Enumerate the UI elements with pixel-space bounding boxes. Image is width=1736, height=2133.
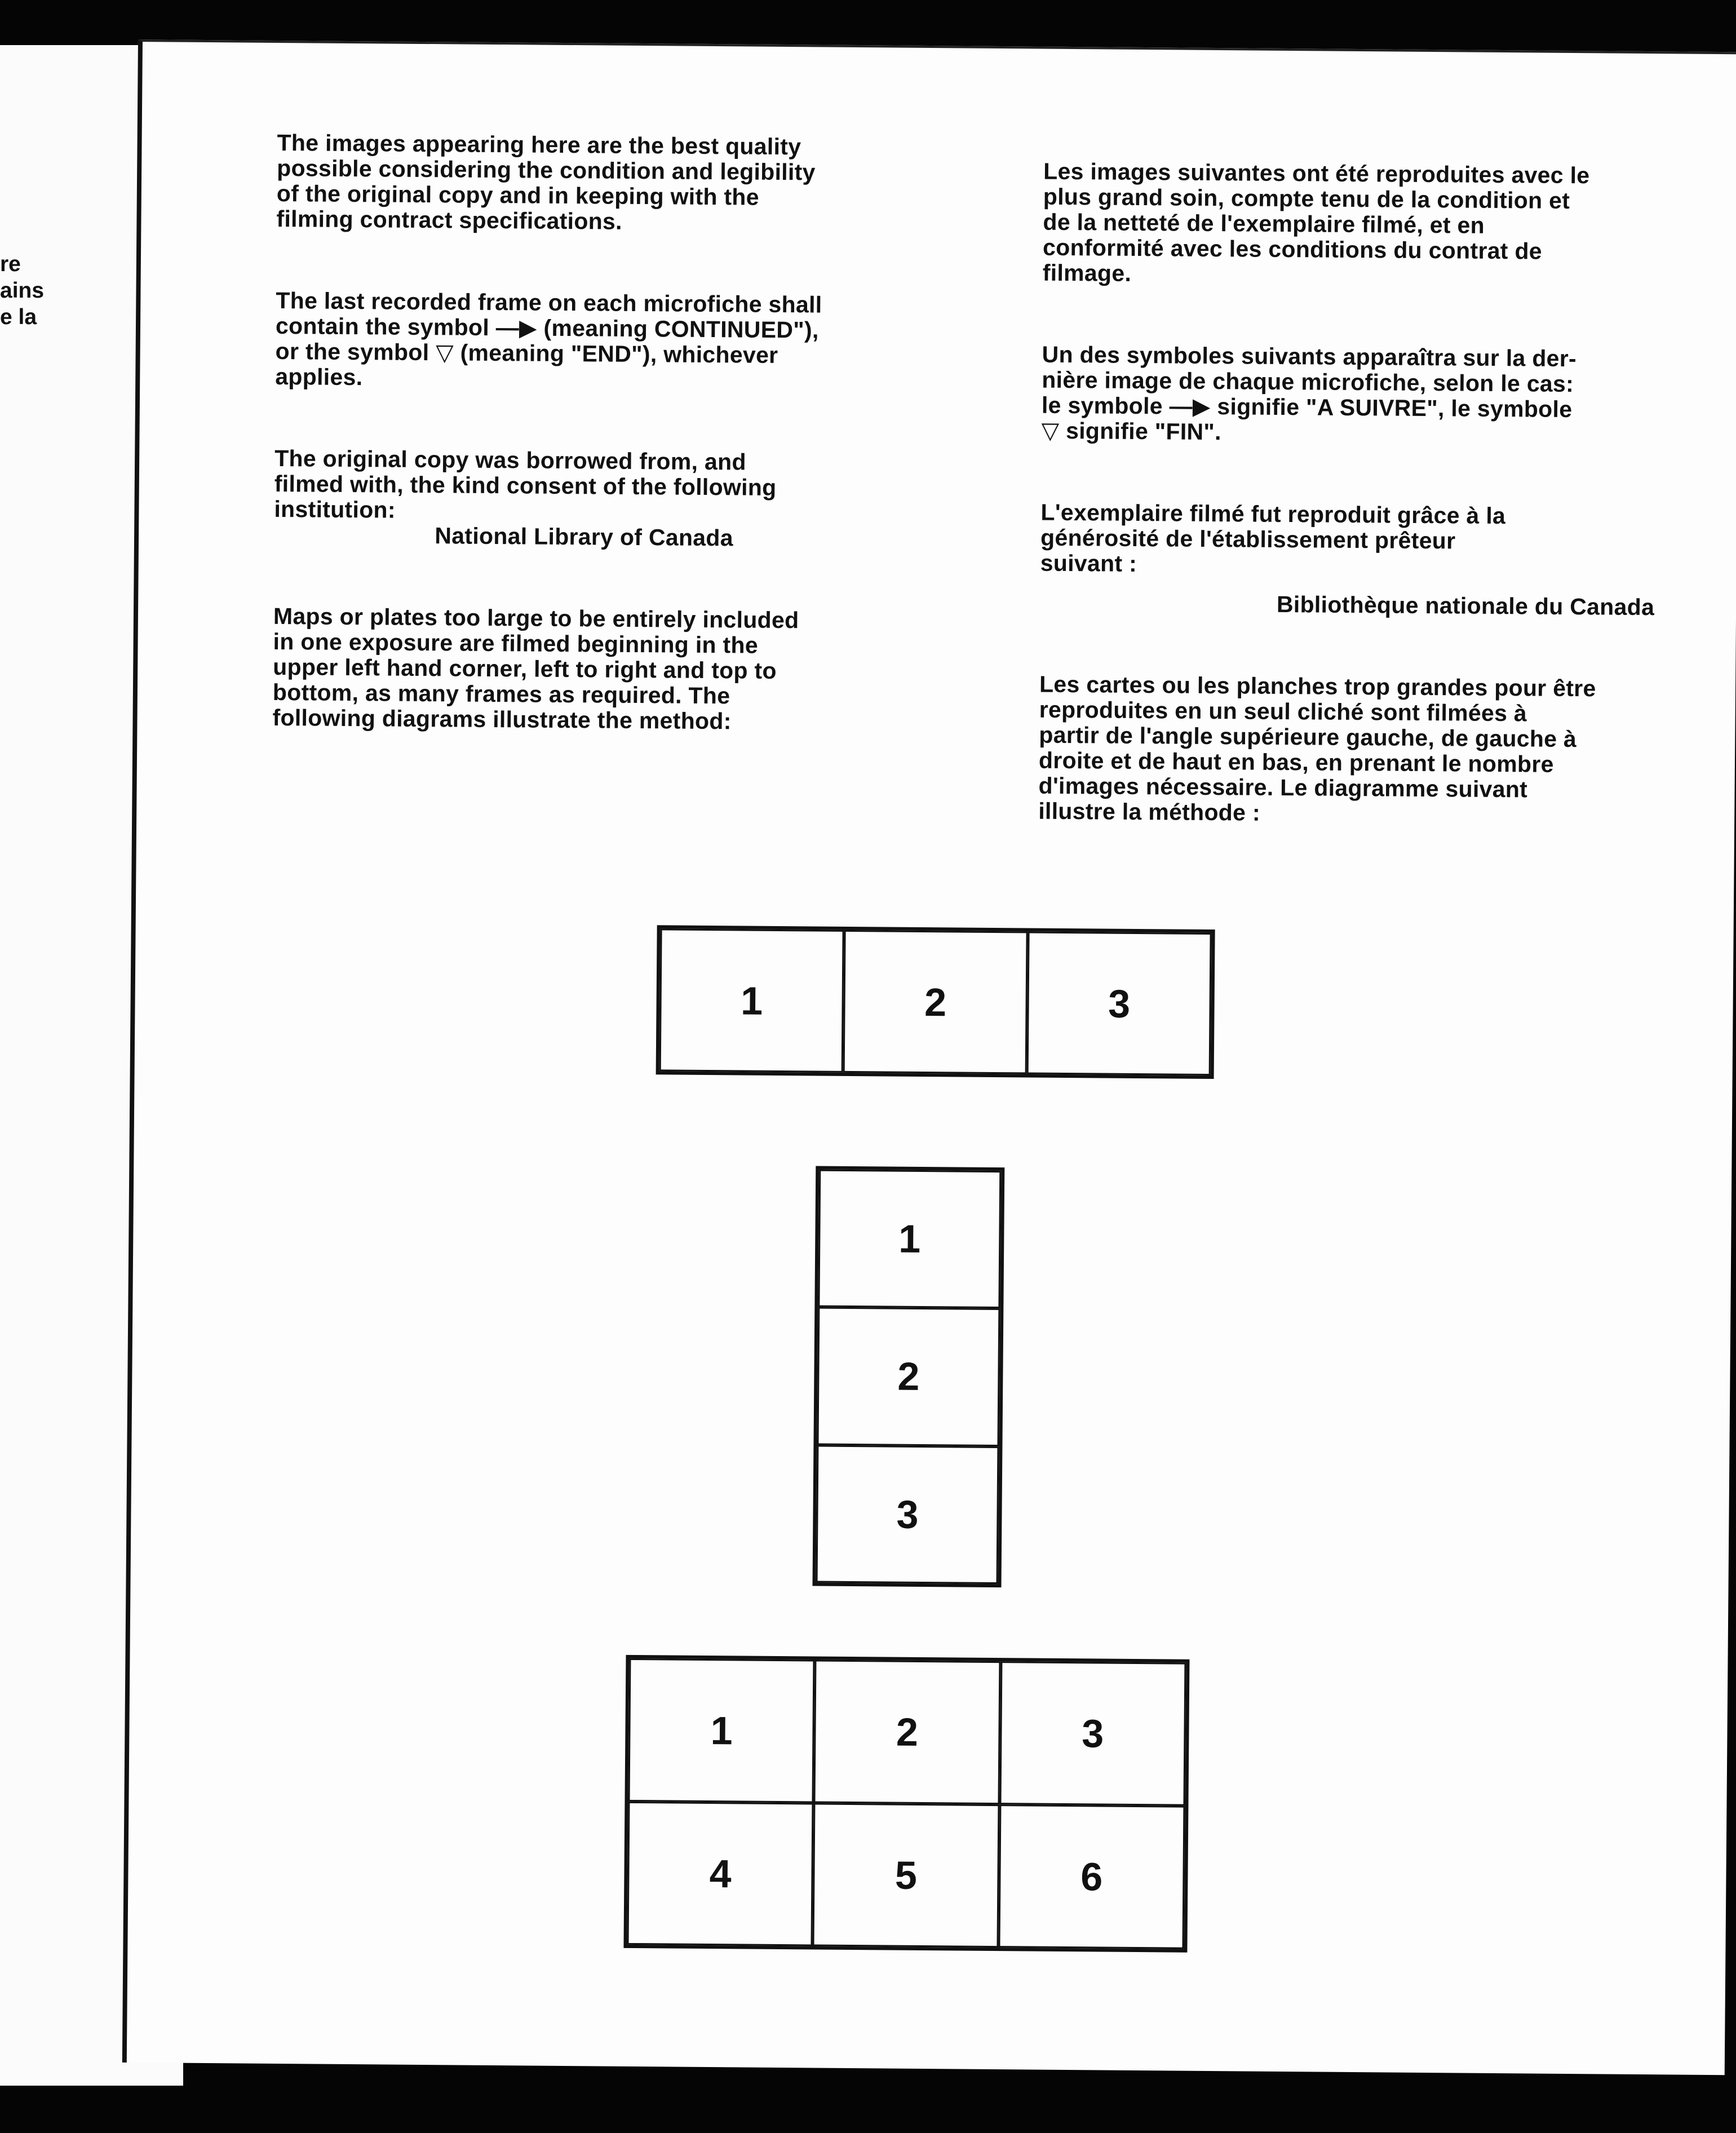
text-line: conformité avec les conditions du contrat de [1042,234,1543,264]
frame-cell: 3 [1027,931,1212,1076]
frame-cell: 2 [843,930,1028,1074]
frame-cell: 3 [999,1661,1186,1806]
text-line: of the original copy and in keeping with the [276,180,760,210]
institution-name: Bibliothèque nationale du Canada [1276,591,1655,621]
text-line: Les cartes ou les planches trop grandes pour être [1039,671,1596,702]
institution-name: National Library of Canada [435,523,734,551]
text-line: or the symbol ▽ (meaning "END"), whichever [275,338,778,368]
text-line: ▽ signifie "FIN". [1041,417,1222,445]
text-line: reproduites en un seul cliché sont filmées à [1039,696,1527,727]
microfiche-target-page [122,39,1736,2075]
frame-cell: 6 [998,1804,1185,1949]
text-line: plus grand soin, compte tenu de la condition et [1043,183,1570,214]
text-line: Un des symboles suivants apparaîtra sur la der- [1042,341,1577,372]
text-line: in one exposure are filmed beginning in the [273,628,759,658]
text-line: Les images suivantes ont été reproduites avec le [1043,158,1590,189]
text-line: applies. [275,363,363,391]
text-line: L'exemplaire filmé fut reproduit grâce à la [1040,499,1506,529]
text-line: filming contract specifications. [276,205,623,234]
french-column [1038,159,1691,886]
text-line: institution: [274,495,396,523]
scanner-border [0,2086,1736,2133]
english-symbol-paragraph [275,288,873,394]
previous-page-fragment: e la [0,305,37,329]
previous-page-fragment: ains [0,278,45,303]
text-line: possible considering the condition and legibility [277,154,816,185]
text-line: illustre la méthode : [1038,798,1261,826]
previous-page-text [0,251,48,330]
diagram-horizontal-strip [656,925,1215,1079]
french-borrowed-paragraph [1040,500,1689,621]
text-line: droite et de haut en bas, en prenant le nombre [1038,747,1554,777]
english-maps-paragraph [272,604,871,735]
text-line: upper left hand corner, left to right and top to [273,653,777,684]
text-line: The images appearing here are the best quality [277,129,801,160]
text-line: following diagrams illustrate the method: [272,704,732,734]
frame-cell: 2 [817,1307,1000,1446]
frame-cell: 1 [659,928,844,1073]
text-line: de la netteté de l'exemplaire filmé, et en [1043,209,1485,238]
frame-cell: 5 [813,1803,999,1948]
text-line: d'images nécessaire. Le diagramme suivant [1038,772,1528,803]
text-line: nière image de chaque microfiche, selon le cas: [1042,366,1574,397]
text-line: The original copy was borrowed from, and [274,445,746,475]
diagram-vertical-strip [812,1166,1004,1588]
english-quality-paragraph [276,130,874,236]
text-line: Maps or plates too large to be entirely included [273,603,799,634]
text-line: The last recorded frame on each microfiche shall [276,287,822,318]
frame-cell: 4 [627,1802,813,1946]
frame-cell: 3 [816,1445,999,1584]
frame-cell: 1 [818,1170,1001,1309]
english-column [272,130,875,791]
text-line: contain the symbol —▶ (meaning CONTINUED"), [275,312,819,343]
text-line: filmed with, the kind consent of the following [274,470,777,501]
text-line: filmage. [1042,259,1132,286]
french-symbol-paragraph [1041,342,1690,449]
english-borrowed-paragraph [274,446,872,552]
diagram-grid [623,1655,1189,1953]
previous-page-fragment: re [0,252,21,276]
text-line: bottom, as many frames as required. The [272,679,730,709]
text-line: suivant : [1040,550,1137,577]
text-line: le symbole —▶ signifie "A SUIVRE", le symbole [1041,392,1573,423]
frame-cell: 1 [628,1658,814,1803]
frame-cell: 2 [814,1660,1000,1805]
text-line: partir de l'angle supérieure gauche, de gauche à [1039,722,1577,753]
french-maps-paragraph [1038,672,1688,829]
french-quality-paragraph [1043,159,1692,291]
text-line: générosité de l'établissement prêteur [1040,524,1456,554]
